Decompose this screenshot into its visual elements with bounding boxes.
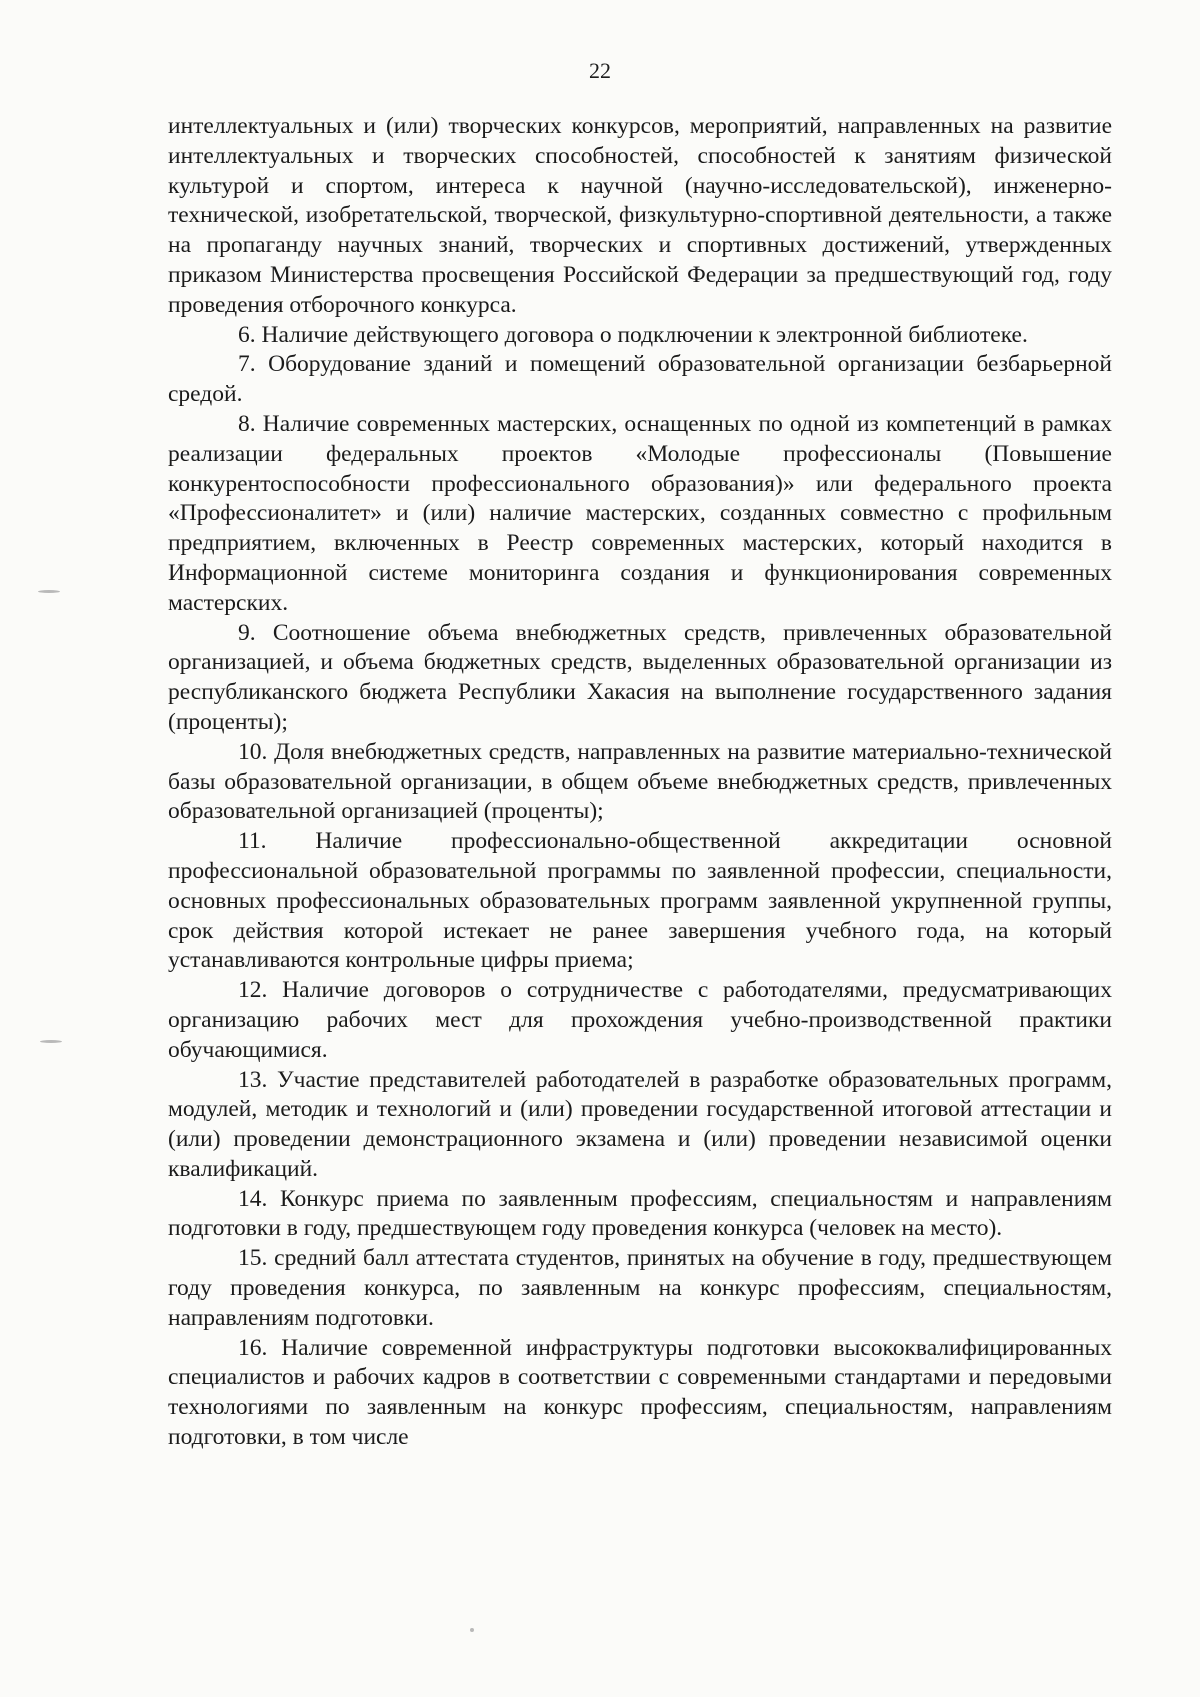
paragraph-item-8: 8. Наличие современных мастерских, оснащенных по одной из компетенций в рамках реализации федеральных проектов «Молодые профессионалы (Повышение конкурентоспособности профессионального образования)» или федерального проекта «Профессионалитет» и (или) наличие мастерских, созданных совместно с профильным предприятием, включенных в Реестр современных мастерских, который находится в Информационной системе мониторинга создания и функционирования современных мастерских. (168, 410, 1112, 616)
document-body (168, 112, 1112, 1453)
paragraph-item-12: 12. Наличие договоров о сотрудничестве с работодателями, предусматривающих организацию рабочих мест для прохождения учебно-производственной практики обучающимися. (168, 977, 1112, 1063)
paragraph-item-16: 16. Наличие современной инфраструктуры подготовки высококвалифицированных специалистов и рабочих кадров в соответствии с современными стандартами и передовыми технологиями по заявленным на конкурс профессиям, специальностям, направлениям подготовки, в том числе (168, 1334, 1112, 1451)
paragraph-item-15: 15. средний балл аттестата студентов, принятых на обучение в году, предшествующем году проведения конкурса, по заявленным на конкурс профессиям, специальностям, направлениям подготовки. (168, 1245, 1112, 1331)
paragraph-item-10: 10. Доля внебюджетных средств, направленных на развитие материально-технической базы образовательной организации, в общем объеме внебюджетных средств, привлеченных образовательной организацией (проценты); (168, 738, 1112, 825)
paragraph-item-11: 11. Наличие профессионально-общественной аккредитации основной профессиональной образовательной программы по заявленной профессии, специальности, основных профессиональных образовательных программ заявленной укрупненной группы, срок действия которой истекает не ранее завершения учебного года, на который устанавливаются контрольные цифры приема; (168, 828, 1112, 974)
page-number: 22 (589, 58, 611, 83)
paragraph-item-7: 7. Оборудование зданий и помещений образовательной организации безбарьерной средой. (168, 351, 1112, 408)
paragraph-item-9: 9. Соотношение объема внебюджетных средств, привлеченных образовательной организацией, и объема бюджетных средств, выделенных образовательной организации из республиканского бюджета Республики Хакасия на выполнение государственного задания (проценты); (168, 619, 1112, 735)
paragraph-continuation: интеллектуальных и (или) творческих конкурсов, мероприятий, направленных на развитие интеллектуальных и творческих способностей, способностей к занятиям физической культурой и спортом, интереса к научной (научно-исследовательской), инженерно-технической, изобретательской, творческой, физкультурно-спортивной деятельности, а также на пропаганду научных знаний, творческих и спортивных достижений, утвержденных приказом Министерства просвещения Российской Федерации за предшествующий год, году проведения отборочного конкурса. (168, 113, 1112, 318)
paragraph-item-6: 6. Наличие действующего договора о подключении к электронной библиотеке. (238, 321, 1028, 348)
paragraph-item-14: 14. Конкурс приема по заявленным профессиям, специальностям и направлениям подготовки в году, предшествующем году проведения конкурса (человек на место). (168, 1185, 1112, 1242)
scan-speck (40, 1040, 62, 1043)
paragraph-item-13: 13. Участие представителей работодателей в разработке образовательных программ, модулей, методик и технологий и (или) проведении государственной итоговой аттестации и (или) проведении демонстрационного экзамена и (или) проведении независимой оценки квалификаций. (168, 1066, 1112, 1182)
scan-speck (470, 1628, 474, 1632)
scan-speck (38, 590, 60, 593)
